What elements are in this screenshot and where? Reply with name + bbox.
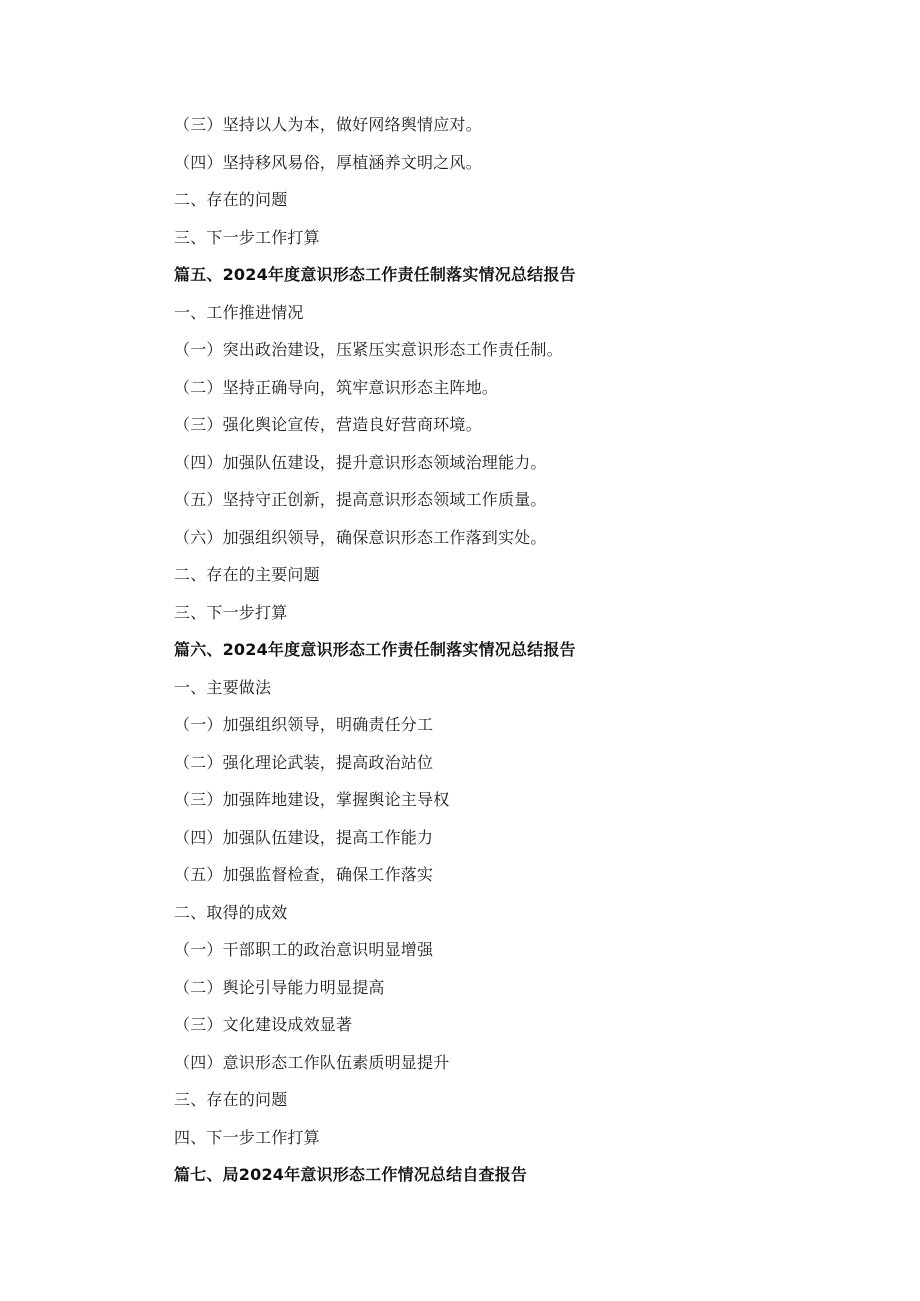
list-item: （四）加强队伍建设，提升意识形态领域治理能力。 (174, 452, 547, 472)
list-item: （四）坚持移风易俗，厚植涵养文明之风。 (174, 152, 482, 172)
chapter-title: 篇七、局2024年意识形态工作情况总结自查报告 (174, 1165, 528, 1184)
section-heading: 二、取得的成效 (174, 902, 288, 922)
list-item: （一）突出政治建设，压紧压实意识形态工作责任制。 (174, 340, 563, 359)
section-heading: 三、下一步工作打算 (174, 227, 320, 247)
chapter-title: 篇六、2024年度意识形态工作责任制落实情况总结报告 (174, 640, 576, 659)
list-item: （四）加强队伍建设，提高工作能力 (174, 827, 434, 847)
list-item: （一）加强组织领导，明确责任分工 (174, 715, 434, 734)
list-item: （二）坚持正确导向，筑牢意识形态主阵地。 (174, 377, 499, 397)
list-item: （三）加强阵地建设，掌握舆论主导权 (174, 790, 450, 809)
document-body (174, 106, 874, 1194)
list-item: （三）坚持以人为本，做好网络舆情应对。 (174, 115, 482, 134)
list-item: （三）强化舆论宣传，营造良好营商环境。 (174, 415, 482, 434)
list-item: （五）加强监督检查，确保工作落实 (174, 865, 434, 884)
list-item: （一）干部职工的政治意识明显增强 (174, 940, 434, 959)
section-heading: 三、下一步打算 (174, 602, 288, 622)
list-item: （三）文化建设成效显著 (174, 1015, 353, 1034)
section-heading: 一、工作推进情况 (174, 302, 304, 322)
section-heading: 二、存在的问题 (174, 190, 288, 209)
list-item: （四）意识形态工作队伍素质明显提升 (174, 1052, 450, 1072)
list-item: （二）强化理论武装，提高政治站位 (174, 752, 434, 772)
chapter-title: 篇五、2024年度意识形态工作责任制落实情况总结报告 (174, 265, 576, 284)
list-item: （五）坚持守正创新，提高意识形态领域工作质量。 (174, 490, 547, 509)
section-heading: 二、存在的主要问题 (174, 565, 320, 584)
section-heading: 一、主要做法 (174, 677, 272, 697)
section-heading: 四、下一步工作打算 (174, 1127, 320, 1147)
section-heading: 三、存在的问题 (174, 1090, 288, 1109)
list-item: （二）舆论引导能力明显提高 (174, 977, 385, 997)
list-item: （六）加强组织领导，确保意识形态工作落到实处。 (174, 527, 547, 547)
